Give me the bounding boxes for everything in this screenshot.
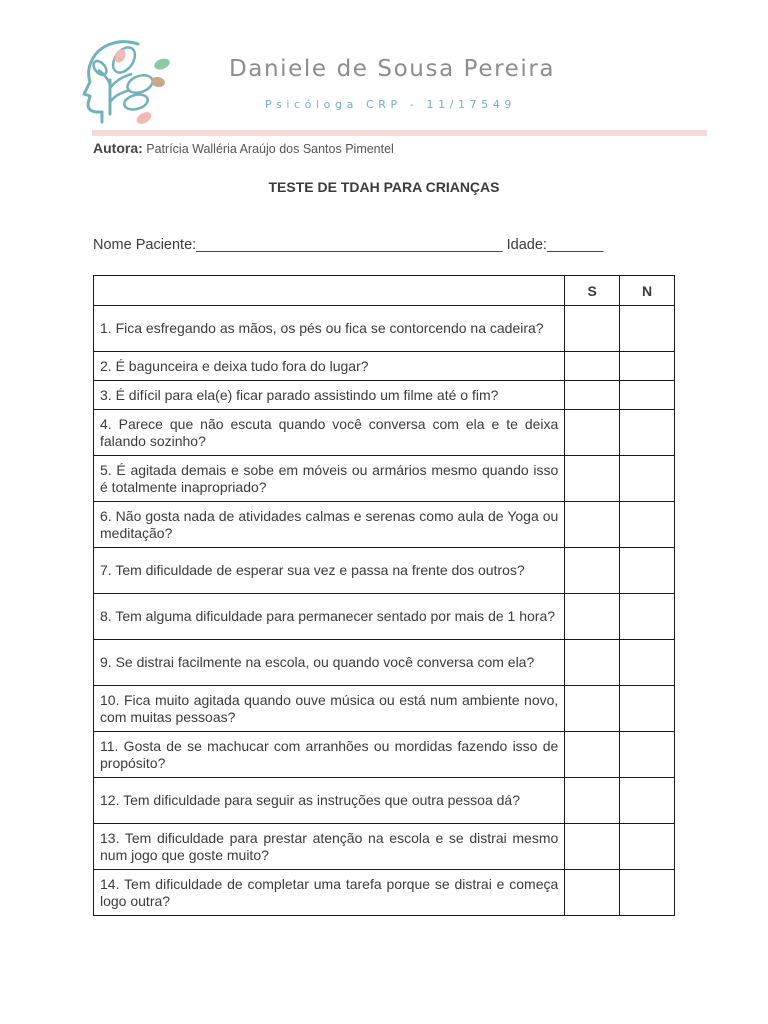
- answer-yes-cell[interactable]: [565, 352, 620, 381]
- answer-no-cell[interactable]: [620, 686, 675, 732]
- answer-yes-cell[interactable]: [565, 732, 620, 778]
- table-row: [94, 732, 675, 778]
- answer-no-cell[interactable]: [620, 640, 675, 686]
- answer-no-cell[interactable]: [620, 824, 675, 870]
- answer-no-cell[interactable]: [620, 306, 675, 352]
- question-text: 13. Tem dificuldade para prestar atenção na escola e se distrai mesmo num jogo que goste muito?: [94, 824, 565, 870]
- head-leaves-logo-icon: [80, 36, 192, 126]
- answer-no-cell[interactable]: [620, 456, 675, 502]
- answer-yes-cell[interactable]: [565, 548, 620, 594]
- answer-no-cell[interactable]: [620, 548, 675, 594]
- header-divider: [92, 130, 707, 136]
- answer-no-cell[interactable]: [620, 778, 675, 824]
- header-no: N: [620, 276, 675, 306]
- answer-yes-cell[interactable]: [565, 381, 620, 410]
- question-text: 1. Fica esfregando as mãos, os pés ou fica se contorcendo na cadeira?: [94, 306, 565, 352]
- brand-subtitle: Psicóloga CRP - 11/17549: [265, 98, 517, 111]
- table-row: [94, 381, 675, 410]
- author-label: Autora:: [93, 140, 143, 156]
- answer-yes-cell[interactable]: [565, 870, 620, 916]
- question-text: 14. Tem dificuldade de completar uma tarefa porque se distrai e começa logo outra?: [94, 870, 565, 916]
- question-text: 9. Se distrai facilmente na escola, ou quando você conversa com ela?: [94, 640, 565, 686]
- answer-yes-cell[interactable]: [565, 824, 620, 870]
- table-row: [94, 594, 675, 640]
- answer-no-cell[interactable]: [620, 732, 675, 778]
- answer-yes-cell[interactable]: [565, 640, 620, 686]
- table-row: [94, 502, 675, 548]
- question-text: 11. Gosta de se machucar com arranhões ou mordidas fazendo isso de propósito?: [94, 732, 565, 778]
- answer-yes-cell[interactable]: [565, 410, 620, 456]
- table-header-row: [94, 276, 675, 306]
- answer-yes-cell[interactable]: [565, 456, 620, 502]
- answer-no-cell[interactable]: [620, 870, 675, 916]
- header-yes: S: [565, 276, 620, 306]
- answer-no-cell[interactable]: [620, 352, 675, 381]
- table-row: [94, 306, 675, 352]
- answer-no-cell[interactable]: [620, 381, 675, 410]
- answer-yes-cell[interactable]: [565, 778, 620, 824]
- question-text: 6. Não gosta nada de atividades calmas e serenas como aula de Yoga ou meditação?: [94, 502, 565, 548]
- question-text: 3. É difícil para ela(e) ficar parado assistindo um filme até o fim?: [94, 381, 565, 410]
- page-title: TESTE DE TDAH PARA CRIANÇAS: [268, 179, 500, 195]
- answer-yes-cell[interactable]: [565, 306, 620, 352]
- table-row: [94, 640, 675, 686]
- answer-yes-cell[interactable]: [565, 502, 620, 548]
- questionnaire-table: [93, 275, 675, 916]
- table-row: [94, 352, 675, 381]
- answer-no-cell[interactable]: [620, 410, 675, 456]
- answer-yes-cell[interactable]: [565, 686, 620, 732]
- question-text: 12. Tem dificuldade para seguir as instruções que outra pessoa dá?: [94, 778, 565, 824]
- patient-fields: Nome Paciente:______________________________________ Idade:_______: [93, 237, 604, 253]
- table-row: [94, 686, 675, 732]
- table-row: [94, 548, 675, 594]
- table-row: [94, 456, 675, 502]
- answer-no-cell[interactable]: [620, 594, 675, 640]
- author-line: [93, 140, 394, 156]
- question-text: 4. Parece que não escuta quando você conversa com ela e te deixa falando sozinho?: [94, 410, 565, 456]
- header-question-cell: [94, 276, 565, 306]
- answer-no-cell[interactable]: [620, 502, 675, 548]
- question-text: 10. Fica muito agitada quando ouve música ou está num ambiente novo, com muitas pessoas?: [94, 686, 565, 732]
- question-text: 2. É bagunceira e deixa tudo fora do lugar?: [94, 352, 565, 381]
- answer-yes-cell[interactable]: [565, 594, 620, 640]
- question-text: 7. Tem dificuldade de esperar sua vez e passa na frente dos outros?: [94, 548, 565, 594]
- brand-name: Daniele de Sousa Pereira: [229, 56, 556, 82]
- author-name: Patrícia Walléria Araújo dos Santos Pimentel: [146, 142, 394, 156]
- table-row: [94, 778, 675, 824]
- table-row: [94, 410, 675, 456]
- question-text: 8. Tem alguma dificuldade para permanecer sentado por mais de 1 hora?: [94, 594, 565, 640]
- table-row: [94, 870, 675, 916]
- table-row: [94, 824, 675, 870]
- question-text: 5. É agitada demais e sobe em móveis ou armários mesmo quando isso é totalmente inapropriado?: [94, 456, 565, 502]
